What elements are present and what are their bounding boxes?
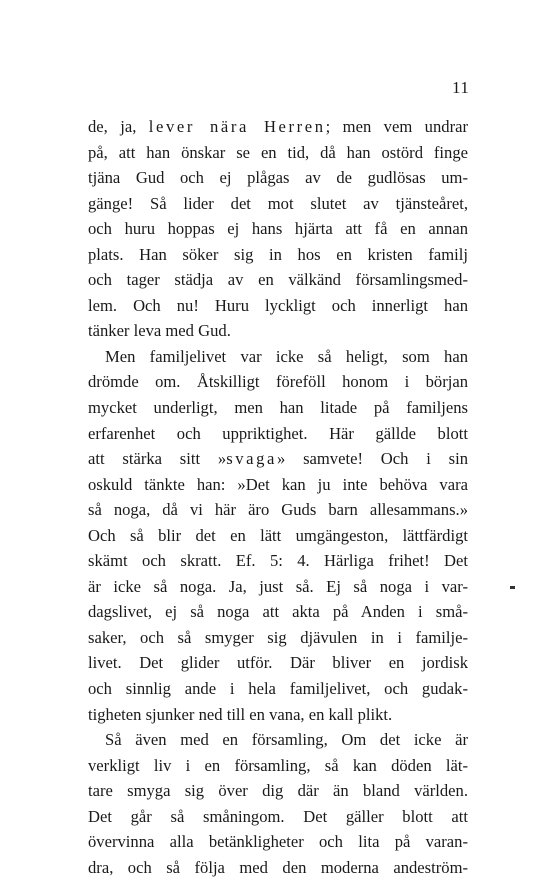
text-segment: övervinna alla betänkligheter och lita på varan- — [88, 832, 468, 852]
text-segment: Men familjelivet var icke så heligt, som han — [105, 346, 468, 366]
text-line — [88, 625, 468, 651]
text-segment: » samvete! Och i sin — [276, 449, 468, 469]
text-line — [88, 497, 468, 523]
text-segment: Det går så småningom. Det gäller blott att — [88, 806, 468, 826]
text-segment: dra, och så följa med den moderna andeström- — [88, 857, 468, 877]
text-segment: verkligt liv i en församling, så kan döden lät- — [88, 755, 468, 775]
text-line — [88, 293, 468, 319]
text-segment: så noga, då vi här äro Guds barn allesammans.» — [88, 500, 468, 520]
text-line — [88, 804, 468, 830]
text-segment: tänker leva med Gud. — [88, 321, 231, 341]
text-line — [88, 446, 468, 472]
text-segment: tjäna Gud och ej plågas av de gudlösas um- — [88, 168, 468, 188]
text-line — [88, 855, 468, 880]
text-segment: gänge! Så lider det mot slutet av tjänsteåret, — [88, 193, 468, 213]
text-segment: livet. Det glider utför. Där bliver en jordisk — [88, 653, 468, 673]
text-segment: och huru hoppas ej hans hjärta att få en annan — [88, 219, 468, 239]
text-line — [88, 344, 468, 370]
text-segment: Så även med en församling, Om det icke är — [105, 730, 468, 750]
text-segment: och sinnlig ande i hela familjelivet, och gudak- — [88, 679, 468, 699]
text-line — [88, 829, 468, 855]
text-segment: på, att han önskar se en tid, då han ostörd finge — [88, 142, 468, 162]
text-segment: saker, och så smyger sig djävulen in i familje- — [88, 627, 468, 647]
text-line — [88, 650, 468, 676]
text-segment: skämt och skratt. Ef. 5: 4. Härliga frihet! Det — [88, 551, 468, 571]
text-segment: att stärka sitt » — [88, 449, 227, 469]
text-line — [88, 727, 468, 753]
text-segment: de, ja, — [88, 117, 149, 136]
text-line — [88, 216, 468, 242]
text-line — [88, 548, 468, 574]
text-line — [88, 702, 468, 728]
text-segment: ; men vem undrar — [325, 117, 468, 136]
text-line — [88, 421, 468, 447]
text-line — [88, 599, 468, 625]
text-line — [88, 472, 468, 498]
text-segment: är icke så noga. Ja, just så. Ej så noga i var- — [88, 576, 468, 596]
text-segment: mycket underligt, men han litade på familjens — [88, 398, 468, 418]
text-segment: tigheten sjunker ned till en vana, en kall plikt. — [88, 704, 393, 724]
text-line — [88, 114, 468, 140]
text-line — [88, 395, 468, 421]
text-segment: Och så blir det en lätt umgängeston, lättfärdigt — [88, 525, 468, 545]
text-segment: och tager städja av en välkänd församlingsmed- — [88, 270, 468, 290]
text-segment: dagslivet, ej så noga att akta på Anden i små- — [88, 602, 468, 622]
text-line — [88, 676, 468, 702]
text-line — [88, 318, 468, 344]
body-text — [88, 114, 468, 880]
text-line — [88, 267, 468, 293]
text-line — [88, 191, 468, 217]
text-segment: erfarenhet och uppriktighet. Här gällde blott — [88, 423, 468, 443]
text-segment: lem. Och nu! Huru lyckligt och innerligt han — [88, 295, 468, 315]
text-line — [88, 165, 468, 191]
text-segment: drömde om. Åtskilligt föreföll honom i början — [88, 372, 468, 392]
text-line — [88, 574, 468, 600]
text-line — [88, 753, 468, 779]
text-segment: oskuld tänkte han: »Det kan ju inte behöva vara — [88, 474, 468, 494]
text-line — [88, 242, 468, 268]
text-segment: plats. Han söker sig in hos en kristen familj — [88, 244, 468, 264]
emphasized-text: svaga — [226, 449, 277, 469]
text-line — [88, 140, 468, 166]
margin-mark — [510, 586, 515, 589]
text-line — [88, 369, 468, 395]
emphasized-text: lever nära Herren — [148, 117, 326, 136]
page-number: 11 — [452, 78, 470, 97]
text-line — [88, 523, 468, 549]
text-line — [88, 778, 468, 804]
text-segment: tare smyga sig över dig där än bland världen. — [88, 781, 468, 801]
